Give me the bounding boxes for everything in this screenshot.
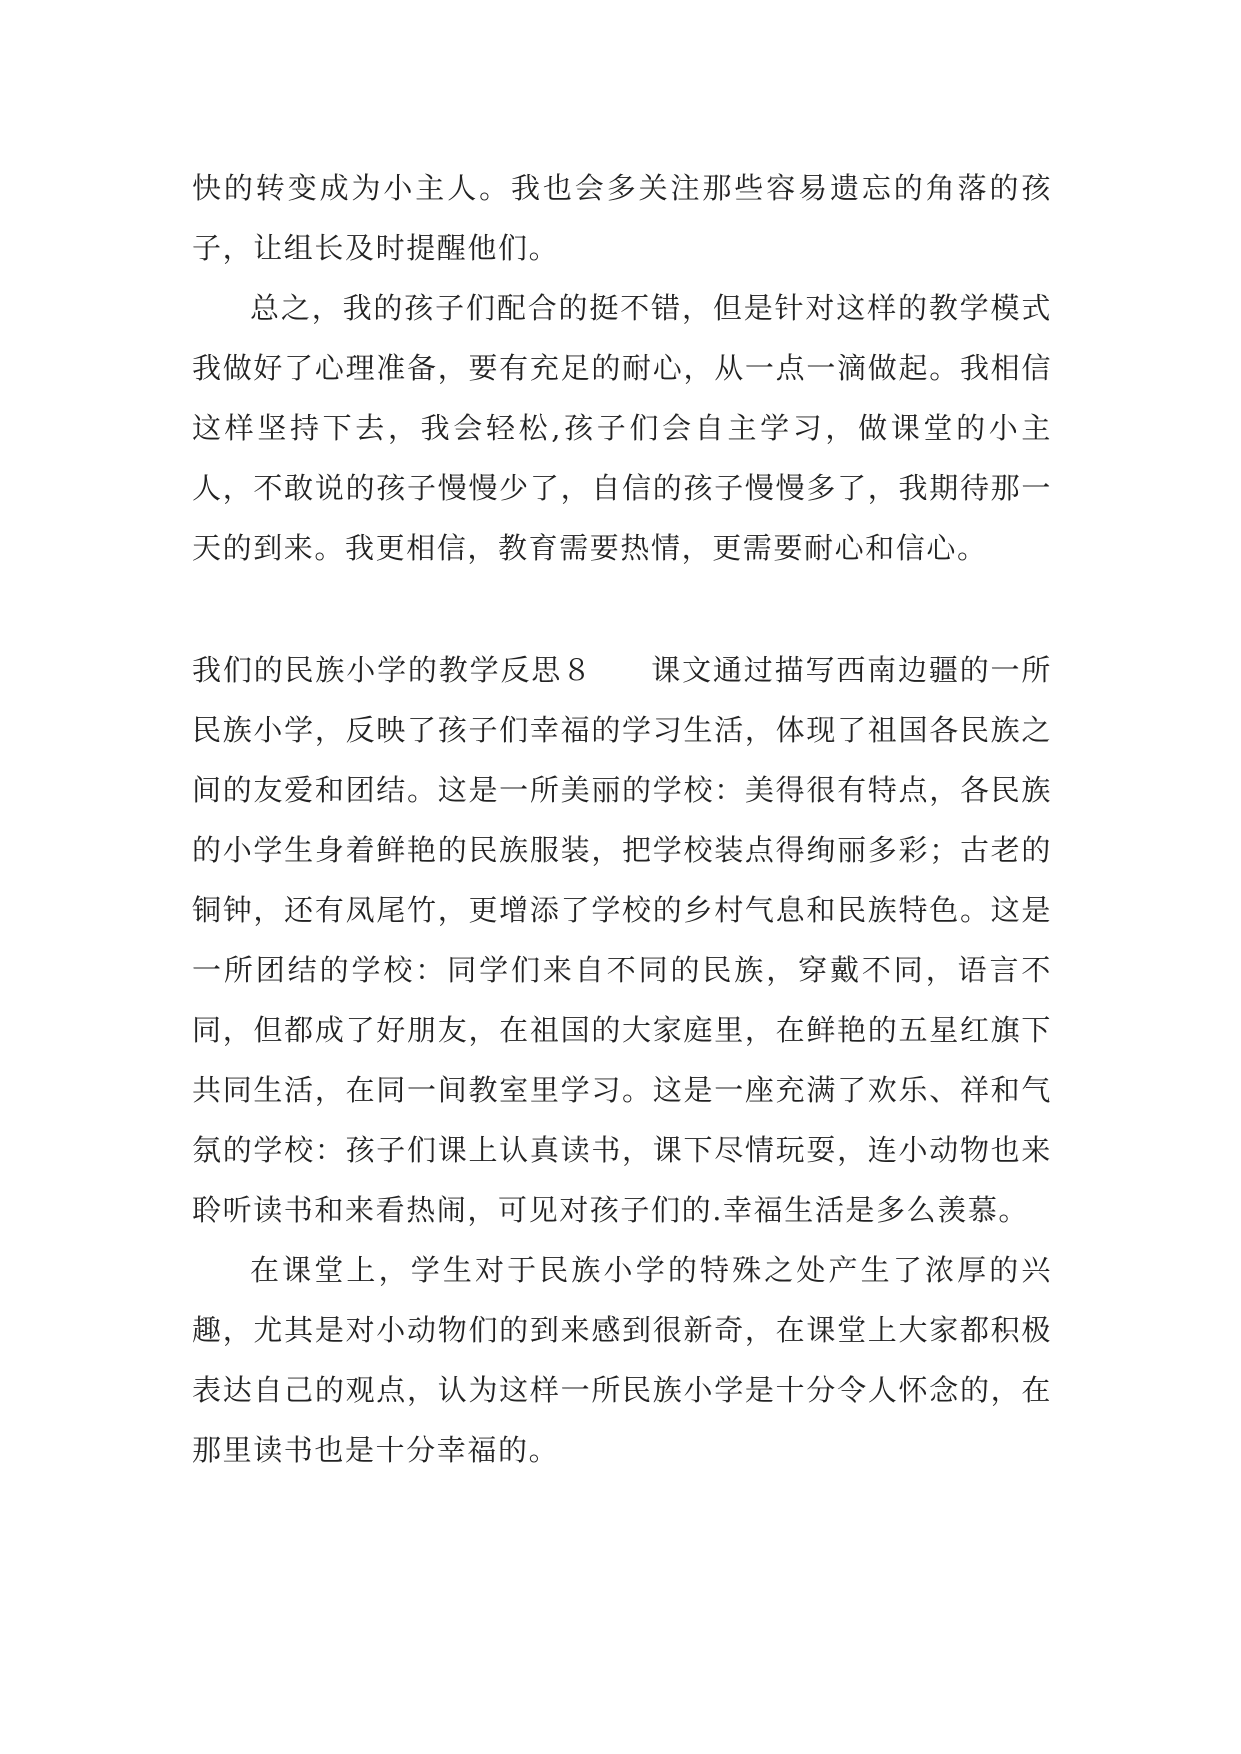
section-title: 我们的民族小学的教学反思８ (192, 653, 593, 687)
paragraph-conclusion: 总之，我的孩子们配合的挺不错，但是针对这样的教学模式我做好了心理准备，要有充足的耐心，从一点一滴做起。我相信这样坚持下去，我会轻松,孩子们会自主学习，做课堂的小主人，不敢说的孩子慢慢少了，自信的孩子慢慢多了，我期待那一天的到来。我更相信，教育需要热情，更需要耐心和信心。 (192, 291, 1052, 565)
section-spacer (192, 578, 1052, 640)
document-page (192, 158, 1052, 1480)
paragraph-continuation: 快的转变成为小主人。我也会多关注那些容易遗忘的角落的孩子，让组长及时提醒他们。 (192, 171, 1052, 265)
section-lead-text: 课文通过描写西南边疆的一所民族小学，反映了孩子们幸福的学习生活，体现了祖国各民族之间的友爱和团结。这是一所美丽的学校：美得很有特点，各民族的小学生身着鲜艳的民族服装，把学校装点得绚丽多彩；古老的铜钟，还有凤尾竹，更增添了学校的乡村气息和民族特色。这是一所团结的学校：同学们来自不同的民族，穿戴不同，语言不同，但都成了好朋友，在祖国的大家庭里，在鲜艳的五星红旗下共同生活，在同一间教室里学习。这是一座充满了欢乐、祥和气氛的学校：孩子们课上认真读书，课下尽情玩耍，连小动物也来聆听读书和来看热闹，可见对孩子们的.幸福生活是多么羡慕。 (192, 653, 1052, 1227)
paragraph-classroom: 在课堂上，学生对于民族小学的特殊之处产生了浓厚的兴趣，尤其是对小动物们的到来感到很新奇，在课堂上大家都积极表达自己的观点，认为这样一所民族小学是十分令人怀念的，在那里读书也是十分幸福的。 (192, 1253, 1052, 1467)
section-lead-paragraph (192, 640, 1052, 1240)
